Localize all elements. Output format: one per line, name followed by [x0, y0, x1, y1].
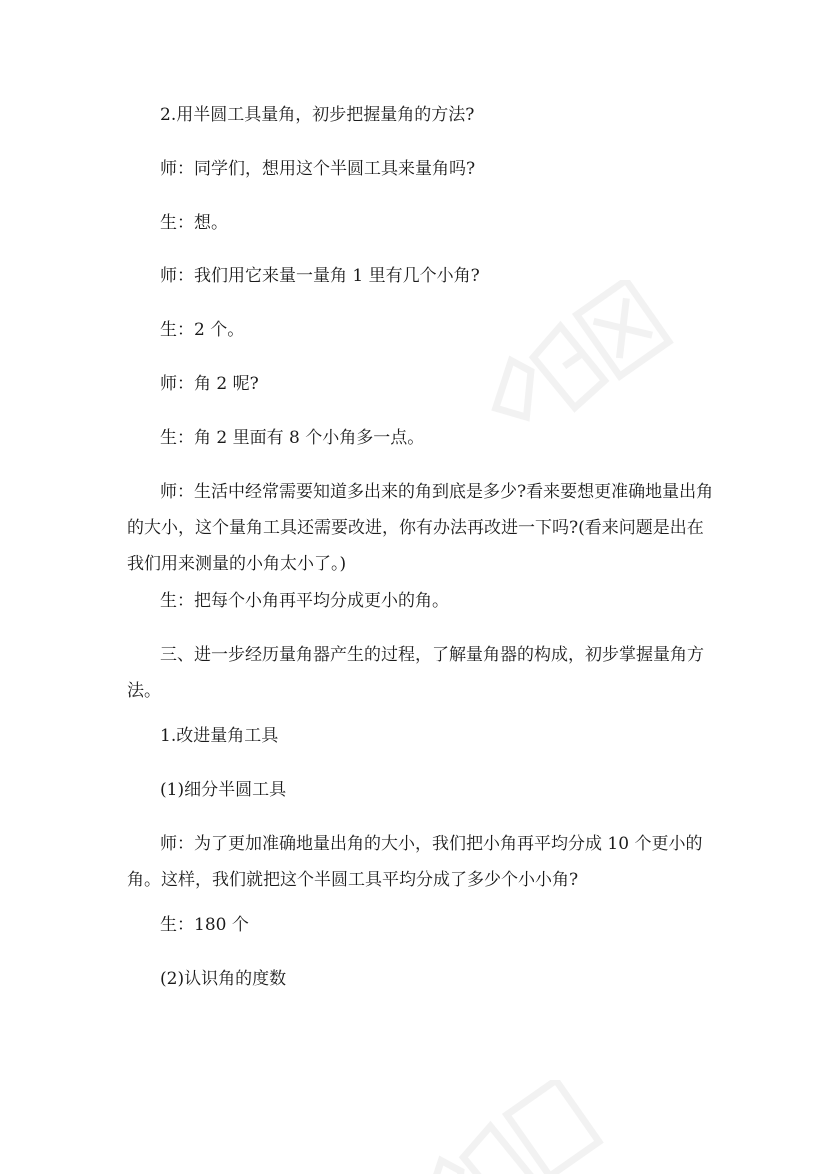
paragraph-13	[127, 826, 703, 898]
paragraph-1	[160, 97, 700, 133]
paragraph-12	[160, 772, 700, 808]
text-line: 生：角 2 里面有 8 个小角多一点。	[160, 428, 425, 448]
paragraph-3	[160, 205, 700, 241]
text-line: 法。	[127, 681, 161, 701]
paragraph-9	[160, 583, 700, 619]
paragraph-15	[160, 961, 700, 997]
paragraph-7	[160, 420, 700, 456]
text-line: 生：180 个	[160, 915, 249, 935]
text-line: 2.用半圆工具量角，初步把握量角的方法?	[160, 105, 475, 125]
paragraph-8	[127, 474, 714, 582]
text-line: 师：角 2 呢?	[160, 374, 259, 394]
paragraph-10	[127, 637, 704, 709]
text-line: (2)认识角的度数	[160, 969, 287, 989]
paragraph-4	[160, 258, 700, 294]
watermark-logo-icon	[400, 1080, 630, 1174]
paragraph-5	[160, 312, 700, 348]
text-line: 生：想。	[160, 213, 228, 233]
text-line: (1)细分半圆工具	[160, 780, 287, 800]
paragraph-11	[160, 718, 700, 754]
text-line: 三、进一步经历量角器产生的过程，了解量角器的构成，初步掌握量角方	[160, 645, 704, 665]
text-line: 1.改进量角工具	[160, 726, 279, 746]
paragraph-2	[160, 151, 700, 187]
text-line: 的大小，这个量角工具还需要改进，你有办法再改进一下吗?(看来问题是出在	[127, 518, 704, 538]
paragraph-6	[160, 366, 700, 402]
text-line: 师：我们用它来量一量角 1 里有几个小角?	[160, 266, 480, 286]
text-line: 师：生活中经常需要知道多出来的角到底是多少?看来要想更准确地量出角	[160, 482, 714, 502]
text-line: 生：把每个小角再平均分成更小的角。	[160, 591, 449, 611]
text-line: 师：同学们，想用这个半圆工具来量角吗?	[160, 159, 476, 179]
text-line: 师：为了更加准确地量出角的大小，我们把小角再平均分成 10 个更小的	[160, 834, 703, 854]
text-line: 角。这样，我们就把这个半圆工具平均分成了多少个小小角?	[127, 870, 579, 890]
text-line: 我们用来测量的小角太小了。)	[127, 554, 347, 574]
paragraph-14	[160, 907, 700, 943]
text-line: 生：2 个。	[160, 320, 245, 340]
